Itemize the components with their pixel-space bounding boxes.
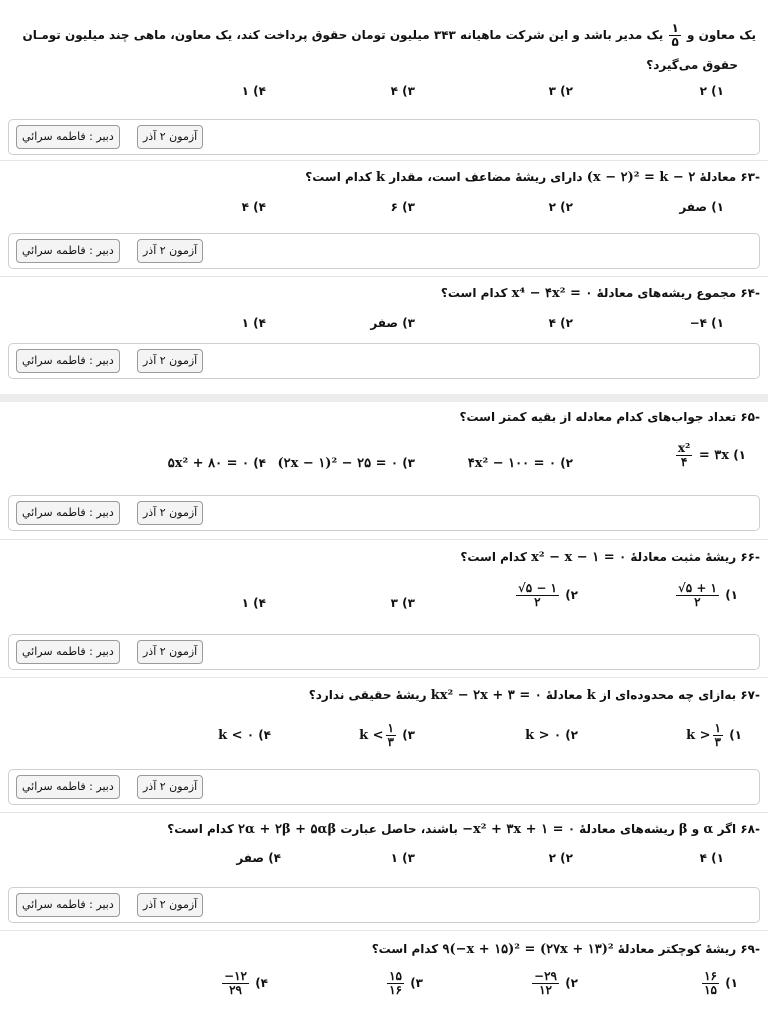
q67-footer-bar	[8, 769, 760, 805]
q65-opt4-expr: ۵x² + ۸۰ = ۰	[167, 456, 249, 471]
q69-opt4-label: ۴)	[255, 976, 268, 990]
exam-chip[interactable]: آزمون ۲ آذر	[137, 349, 203, 373]
q65-footer-bar	[8, 495, 760, 531]
q68-beta: β	[678, 822, 688, 837]
question-62-line2: حقوق می‌گیرد؟	[646, 58, 738, 72]
q68-option-2: ۲) ۲	[548, 851, 573, 865]
q69-opt3-fraction	[387, 970, 404, 997]
q66-opt1-label: ۱)	[725, 588, 738, 602]
q67-option-2	[525, 728, 578, 743]
q66-opt2-label: ۲)	[565, 588, 578, 602]
q62-option-1: ۱) ۲	[699, 84, 724, 98]
q66-option-2	[514, 582, 578, 609]
q62-fraction	[669, 22, 680, 49]
teacher-chip[interactable]: دبیر : فاطمه سرائي	[16, 893, 120, 917]
q64-option-4: ۴) ۱	[241, 316, 266, 330]
q68-text-and: و	[691, 822, 700, 836]
q69-opt1-den: ۱۵	[704, 983, 717, 997]
teacher-chip[interactable]: دبیر : فاطمه سرائي	[16, 239, 120, 263]
q65-opt3-expr: (۲x − ۱)² − ۲۵ = ۰	[277, 456, 398, 471]
q65-opt2-label: ۲)	[560, 456, 573, 470]
q69-text-a: ریشهٔ کوچکتر معادلهٔ	[617, 942, 737, 956]
divider	[0, 930, 768, 931]
q66-option-4: ۴) ۱	[241, 596, 266, 610]
q67-opt1-pre: k >	[686, 728, 711, 743]
q65-opt4-label: ۴)	[253, 456, 266, 470]
q66-option-1	[674, 582, 738, 609]
q65-opt1-expr	[674, 442, 729, 469]
q67-opt3-den: ۳	[387, 735, 394, 749]
q63-text-c: کدام است؟	[305, 170, 372, 184]
question-69	[372, 942, 760, 957]
q62-frac-num: ۱	[671, 21, 679, 35]
divider	[0, 812, 768, 813]
q67-opt4-label: ۴)	[258, 728, 271, 742]
q63-option-1: ۱) صفر	[679, 200, 724, 214]
q67-opt2-expr: k > ۰	[525, 728, 561, 743]
q66-opt2-num: √۵ − ۱	[517, 581, 557, 595]
q66-opt1-num: √۵ + ۱	[677, 581, 717, 595]
q69-opt2-num: −۲۹	[534, 969, 557, 983]
q69-opt4-num: −۱۲	[224, 969, 247, 983]
q62-option-2: ۲) ۳	[548, 84, 573, 98]
q67-opt1-fraction	[713, 722, 723, 749]
q65-opt1-rest: = ۳x	[698, 448, 729, 463]
exam-chip[interactable]: آزمون ۲ آذر	[137, 893, 203, 917]
q65-option-4	[168, 456, 266, 471]
q67-option-1	[686, 722, 742, 749]
q63-text-a: معادلهٔ	[699, 170, 737, 184]
q66-opt2-den: ۲	[534, 595, 541, 609]
q64-option-1: ۱) ۴−	[689, 316, 724, 330]
q66-option-3: ۳) ۳	[390, 596, 415, 610]
q65-option-3	[278, 456, 416, 471]
q67-opt3-pre: k <	[359, 728, 384, 743]
q63-option-2: ۲) ۲	[548, 200, 573, 214]
q69-opt3-label: ۳)	[410, 976, 423, 990]
q67-equation: kx² − ۲x + ۳ = ۰	[430, 688, 542, 703]
q64-option-2: ۲) ۴	[548, 316, 573, 330]
exam-chip[interactable]: آزمون ۲ آذر	[137, 775, 203, 799]
q65-opt1-num: x²	[677, 441, 691, 455]
divider	[0, 276, 768, 277]
q67-option-4	[218, 728, 271, 743]
q67-opt1-expr	[686, 722, 725, 749]
q65-opt1-fraction	[676, 442, 692, 469]
q62-text-a: یک معاون و	[686, 28, 756, 42]
q65-opt2-expr: ۴x² − ۱۰۰ = ۰	[467, 456, 556, 471]
q68-alpha: α	[703, 822, 714, 837]
q67-variable: k	[586, 688, 596, 703]
q66-text-a: ریشهٔ مثبت معادلهٔ	[630, 550, 737, 564]
q67-number: -۶۷	[740, 688, 760, 702]
q66-number: -۶۶	[740, 550, 760, 564]
q62-option-3: ۳) ۴	[390, 84, 415, 98]
q68-footer-bar	[8, 887, 760, 923]
q67-opt1-num: ۱	[714, 721, 721, 735]
question-65	[460, 410, 761, 424]
q69-equation: ۹(−x + ۱۵)² = (۲۷x + ۱۳)²	[442, 942, 614, 957]
q67-text-b: معادلهٔ	[545, 688, 583, 702]
q62-frac-den: ۵	[671, 35, 679, 49]
divider	[0, 677, 768, 678]
q69-number: -۶۹	[740, 942, 760, 956]
q62-footer-bar	[8, 119, 760, 155]
divider	[0, 160, 768, 161]
page-separator	[0, 394, 768, 402]
q64-text-b: کدام است؟	[440, 286, 508, 300]
q64-option-3: ۳) صفر	[370, 316, 415, 330]
q67-opt3-label: ۳)	[402, 728, 415, 742]
q65-opt1-label: ۱)	[733, 448, 746, 462]
teacher-chip[interactable]: دبیر : فاطمه سرائي	[16, 349, 120, 373]
q63-option-4: ۴) ۴	[241, 200, 266, 214]
q64-text-a: مجموع ریشه‌های معادلهٔ	[596, 286, 737, 300]
q67-option-3	[359, 722, 415, 749]
q62-text-b: یک مدیر باشد و این شرکت ماهیانه ۳۴۳ میلیون تومان حقوق پرداخت کند، یک معاون، ماهی چند میلیون تومـان	[22, 28, 664, 42]
q68-option-4: ۴) صفر	[236, 851, 281, 865]
q65-option-1	[674, 442, 746, 469]
q69-option-4	[220, 970, 268, 997]
q67-opt4-expr: k < ۰	[218, 728, 254, 743]
q69-opt1-num: ۱۶	[704, 969, 717, 983]
q69-opt3-num: ۱۵	[389, 969, 402, 983]
question-63	[305, 170, 760, 185]
q69-opt2-fraction	[532, 970, 559, 997]
q63-variable: k	[376, 170, 386, 185]
q66-footer-bar	[8, 634, 760, 670]
q66-opt1-den: ۲	[694, 595, 701, 609]
q69-opt2-label: ۲)	[565, 976, 578, 990]
q67-text-a: به‌ازای چه محدوده‌ای از	[599, 688, 737, 702]
teacher-chip[interactable]: دبیر : فاطمه سرائي	[16, 775, 120, 799]
q69-option-2	[530, 970, 578, 997]
exam-chip[interactable]: آزمون ۲ آذر	[137, 640, 203, 664]
q65-opt3-label: ۳)	[402, 456, 415, 470]
q69-opt1-label: ۱)	[725, 976, 738, 990]
q69-text-b: کدام است؟	[371, 942, 439, 956]
q68-equation: −x² + ۳x + ۱ = ۰	[462, 822, 575, 837]
question-67	[309, 688, 760, 703]
q69-option-1	[700, 970, 738, 997]
q66-equation: x² − x − ۱ = ۰	[531, 550, 627, 565]
q67-opt1-den: ۳	[714, 735, 721, 749]
q69-opt4-fraction	[222, 970, 249, 997]
q64-equation: x⁴ − ۴x² = ۰	[511, 286, 593, 301]
question-62-line1	[23, 22, 757, 49]
q69-opt3-den: ۱۶	[389, 983, 402, 997]
q64-number: -۶۴	[740, 286, 760, 300]
question-68	[167, 822, 760, 837]
exam-chip[interactable]: آزمون ۲ آذر	[137, 501, 203, 525]
q69-opt2-den: ۱۲	[539, 983, 552, 997]
q68-text-c: باشند، حاصل عبارت	[340, 822, 458, 836]
question-66	[460, 550, 760, 565]
teacher-chip[interactable]: دبیر : فاطمه سرائي	[16, 640, 120, 664]
question-64	[441, 286, 760, 301]
q65-option-2	[468, 456, 573, 471]
exam-chip[interactable]: آزمون ۲ آذر	[137, 239, 203, 263]
q65-number: -۶۵	[740, 410, 760, 424]
q63-number: -۶۳	[740, 170, 760, 184]
q67-opt2-label: ۲)	[565, 728, 578, 742]
q66-opt1-fraction	[676, 582, 719, 609]
q65-text: تعداد جواب‌های کدام معادله از بقیه کمتر است؟	[459, 410, 737, 424]
q68-text-d: کدام است؟	[167, 822, 234, 836]
q65-opt1-den: ۴	[680, 455, 688, 469]
q69-opt1-fraction	[702, 970, 719, 997]
q62-option-4: ۴) ۱	[241, 84, 266, 98]
q69-option-3	[385, 970, 423, 997]
teacher-chip[interactable]: دبیر : فاطمه سرائي	[16, 501, 120, 525]
q68-option-3: ۳) ۱	[390, 851, 415, 865]
q69-opt4-den: ۲۹	[229, 983, 242, 997]
divider	[0, 539, 768, 540]
teacher-chip[interactable]: دبیر : فاطمه سرائي	[16, 125, 120, 149]
q64-footer-bar	[8, 343, 760, 379]
q63-text-b: دارای ریشهٔ مضاعف است، مقدار	[389, 170, 583, 184]
q67-opt1-label: ۱)	[729, 728, 742, 742]
q67-opt3-expr	[359, 722, 398, 749]
q63-footer-bar	[8, 233, 760, 269]
q67-opt3-fraction	[386, 722, 396, 749]
q68-text-b: ریشه‌های معادلهٔ	[579, 822, 675, 836]
q68-number: -۶۸	[740, 822, 760, 836]
q67-text-c: ریشهٔ حقیقی ندارد؟	[308, 688, 427, 702]
q66-opt2-fraction	[516, 582, 559, 609]
q68-text-a: اگر	[717, 822, 737, 836]
q67-opt3-num: ۱	[387, 721, 394, 735]
q68-option-1: ۱) ۴	[699, 851, 724, 865]
q63-equation: (x − ۲)² = k − ۲	[586, 170, 696, 185]
exam-chip[interactable]: آزمون ۲ آذر	[137, 125, 203, 149]
q63-option-3: ۳) ۶	[390, 200, 415, 214]
q66-text-b: کدام است؟	[460, 550, 527, 564]
q68-expression: ۲α + ۲β + ۵αβ	[238, 822, 337, 837]
